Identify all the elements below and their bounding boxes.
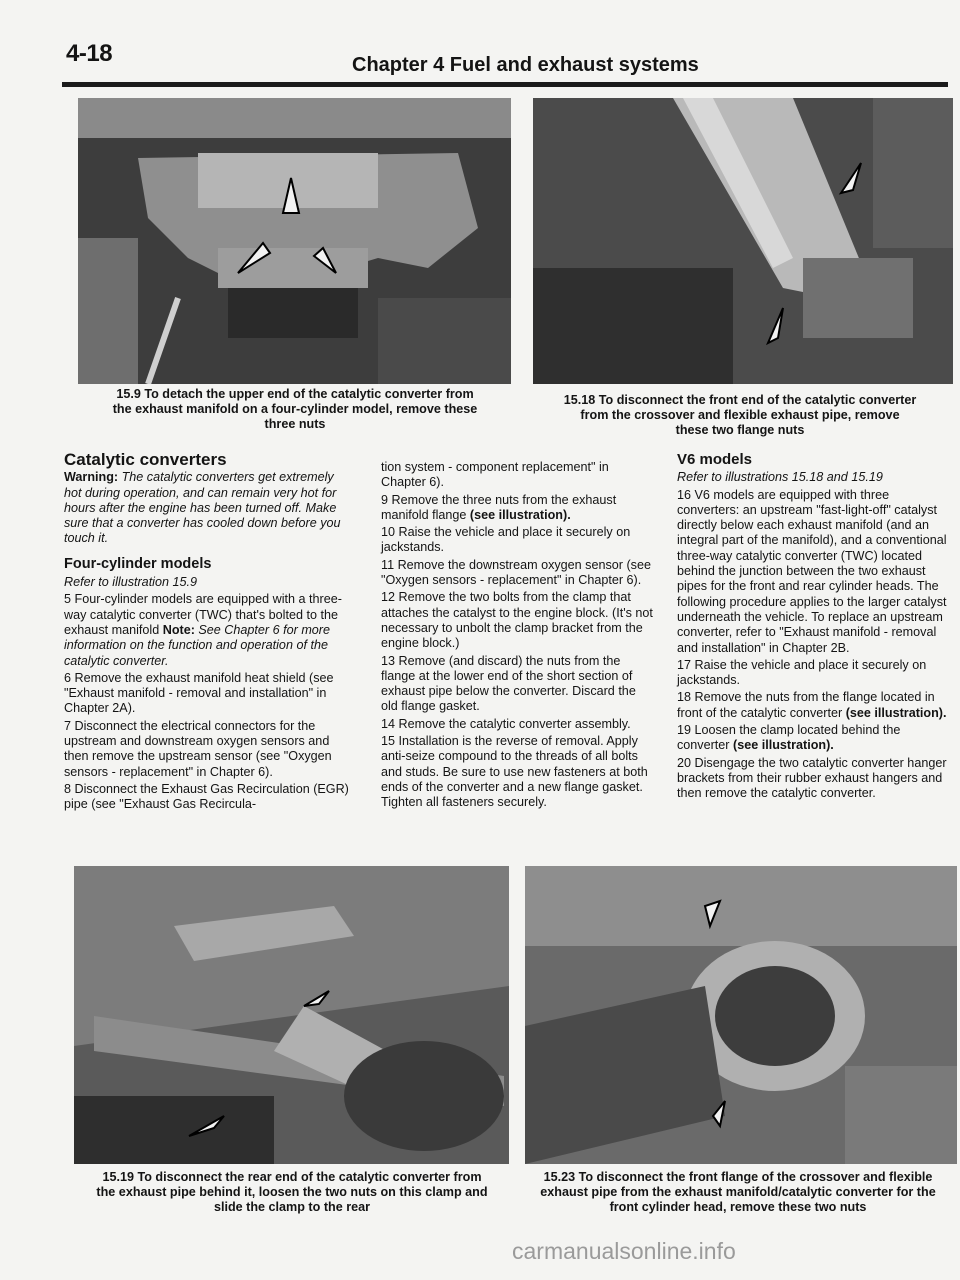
caption-line: from the crossover and flexible exhaust pipe, remove xyxy=(580,408,900,422)
illustration-link: (see illustration). xyxy=(733,738,834,753)
caption-line: 15.9 To detach the upper end of the catalytic converter from xyxy=(116,387,474,401)
section-heading: V6 models xyxy=(677,451,753,468)
section-heading: Catalytic converters xyxy=(64,450,227,469)
note-label: Note: xyxy=(162,622,195,637)
step-number: 5 xyxy=(64,592,72,607)
photo-15-19 xyxy=(74,866,509,1164)
caption-line: front cylinder head, remove these two nuts xyxy=(609,1200,867,1214)
step-10: 10 Raise the vehicle and place it securely on jackstands. xyxy=(381,525,631,555)
caption-15-19 xyxy=(72,1170,512,1215)
step-7: 7 Disconnect the electrical connectors for the upstream and downstream oxygen sensors and then remove the upstream sensor (see "Oxygen sensors - replacement" in Chapter 6). xyxy=(64,718,332,779)
text-column-1 xyxy=(64,452,354,815)
note-text: See Chapter 6 for more information on the function and operation of the catalytic converter. xyxy=(64,622,331,668)
illustration-link: (see illustration). xyxy=(469,507,571,522)
caption-15-23 xyxy=(518,1170,958,1215)
step-9 xyxy=(381,493,656,524)
step-13: 13 Remove (and discard) the nuts from the flange at the lower end of the short section of exhaust pipe below the converter. Discard the old flange gasket. xyxy=(381,653,636,714)
caption-line: exhaust pipe from the exhaust manifold/catalytic converter for the xyxy=(540,1185,936,1199)
step-text: 19 Loosen the clamp located behind the converter xyxy=(677,723,901,753)
chapter-title: Chapter 4 Fuel and exhaust systems xyxy=(352,54,699,76)
text-column-2 xyxy=(381,460,656,813)
step-text: 18 Remove the nuts from the flange located in front of the catalytic converter xyxy=(677,690,935,720)
step-12: 12 Remove the two bolts from the clamp that attaches the catalyst to the engine block. (It's not necessary to unbolt the clamp bracket from the engine block.) xyxy=(381,590,653,651)
step-20: 20 Disengage the two catalytic converter hanger brackets from their rubber exhaust hangers and then remove the catalytic converter. xyxy=(677,755,947,801)
caption-line: the exhaust pipe behind it, loosen the two nuts on this clamp and xyxy=(96,1185,488,1199)
illustration-reference: Refer to illustrations 15.18 and 15.19 xyxy=(677,470,883,485)
caption-line: three nuts xyxy=(264,417,326,431)
header-rule xyxy=(62,82,948,87)
caption-line: these two flange nuts xyxy=(675,423,805,437)
step-18 xyxy=(677,690,953,721)
photo-15-18 xyxy=(533,98,953,384)
caption-15-18 xyxy=(530,393,950,438)
step-5 xyxy=(64,592,354,668)
continued-text: tion system - component replacement" in Chapter 6). xyxy=(381,460,609,490)
caption-line: 15.23 To disconnect the front flange of the crossover and flexible xyxy=(543,1170,933,1184)
caption-line: slide the clamp to the rear xyxy=(213,1200,371,1214)
step-8: 8 Disconnect the Exhaust Gas Recirculation (EGR) pipe (see "Exhaust Gas Recircula- xyxy=(64,781,349,812)
step-14: 14 Remove the catalytic converter assembly. xyxy=(381,716,631,731)
step-6: 6 Remove the exhaust manifold heat shield (see "Exhaust manifold - removal and installation" in Chapter 2A). xyxy=(64,670,334,716)
photo-15-9 xyxy=(78,98,511,384)
step-text: Four-cylinder models are equipped with a three-way catalytic converter (TWC) that's bolted to the exhaust manifold xyxy=(64,592,342,637)
caption-15-9 xyxy=(80,387,510,432)
step-15: 15 Installation is the reverse of removal. Apply anti-seize compound to the threads of all bolts and studs. Be sure to use new fasteners at both ends of the converter and a new flange gasket. Tighten all fasteners securely. xyxy=(381,734,648,810)
text-column-3 xyxy=(677,452,953,804)
warning-text: The catalytic converters get extremely hot during operation, and can remain very hot for hours after the engine has been turned off. Make sure that a converter has cooled down before you touch it. xyxy=(64,470,341,546)
illustration-reference: Refer to illustration 15.9 xyxy=(64,575,198,590)
caption-line: the exhaust manifold on a four-cylinder model, remove these xyxy=(112,402,478,416)
step-17: 17 Raise the vehicle and place it securely on jackstands. xyxy=(677,657,927,688)
step-text: 9 Remove the three nuts from the exhaust manifold flange xyxy=(381,492,617,522)
step-11: 11 Remove the downstream oxygen sensor (see "Oxygen sensors - replacement" in Chapter 6). xyxy=(381,557,651,588)
warning-label: Warning: xyxy=(64,470,119,485)
subsection-heading: Four-cylinder models xyxy=(64,555,212,572)
watermark: carmanualsonline.info xyxy=(512,1238,736,1264)
step-16: 16 V6 models are equipped with three converters: an upstream "fast-light-off" catalyst directly below each exhaust manifold (and an integral part of the manifold), and a conventional three-way catalytic converter (TWC) located behind the junction between the two exhaust pipes for the front and rear cylinder heads. The following procedure applies to the larger catalyst underneath the vehicle. To replace an upstream converter, refer to "Exhaust manifold - removal and installation" in Chapter 2B. xyxy=(677,487,947,655)
caption-line: 15.18 To disconnect the front end of the catalytic converter xyxy=(563,393,917,407)
warning-paragraph xyxy=(64,470,354,546)
caption-line: 15.19 To disconnect the rear end of the catalytic converter from xyxy=(102,1170,482,1184)
page-number: 4-18 xyxy=(66,40,113,67)
photo-15-23 xyxy=(525,866,957,1164)
illustration-link: (see illustration). xyxy=(845,705,947,720)
page-header xyxy=(0,0,960,88)
step-19 xyxy=(677,723,953,754)
